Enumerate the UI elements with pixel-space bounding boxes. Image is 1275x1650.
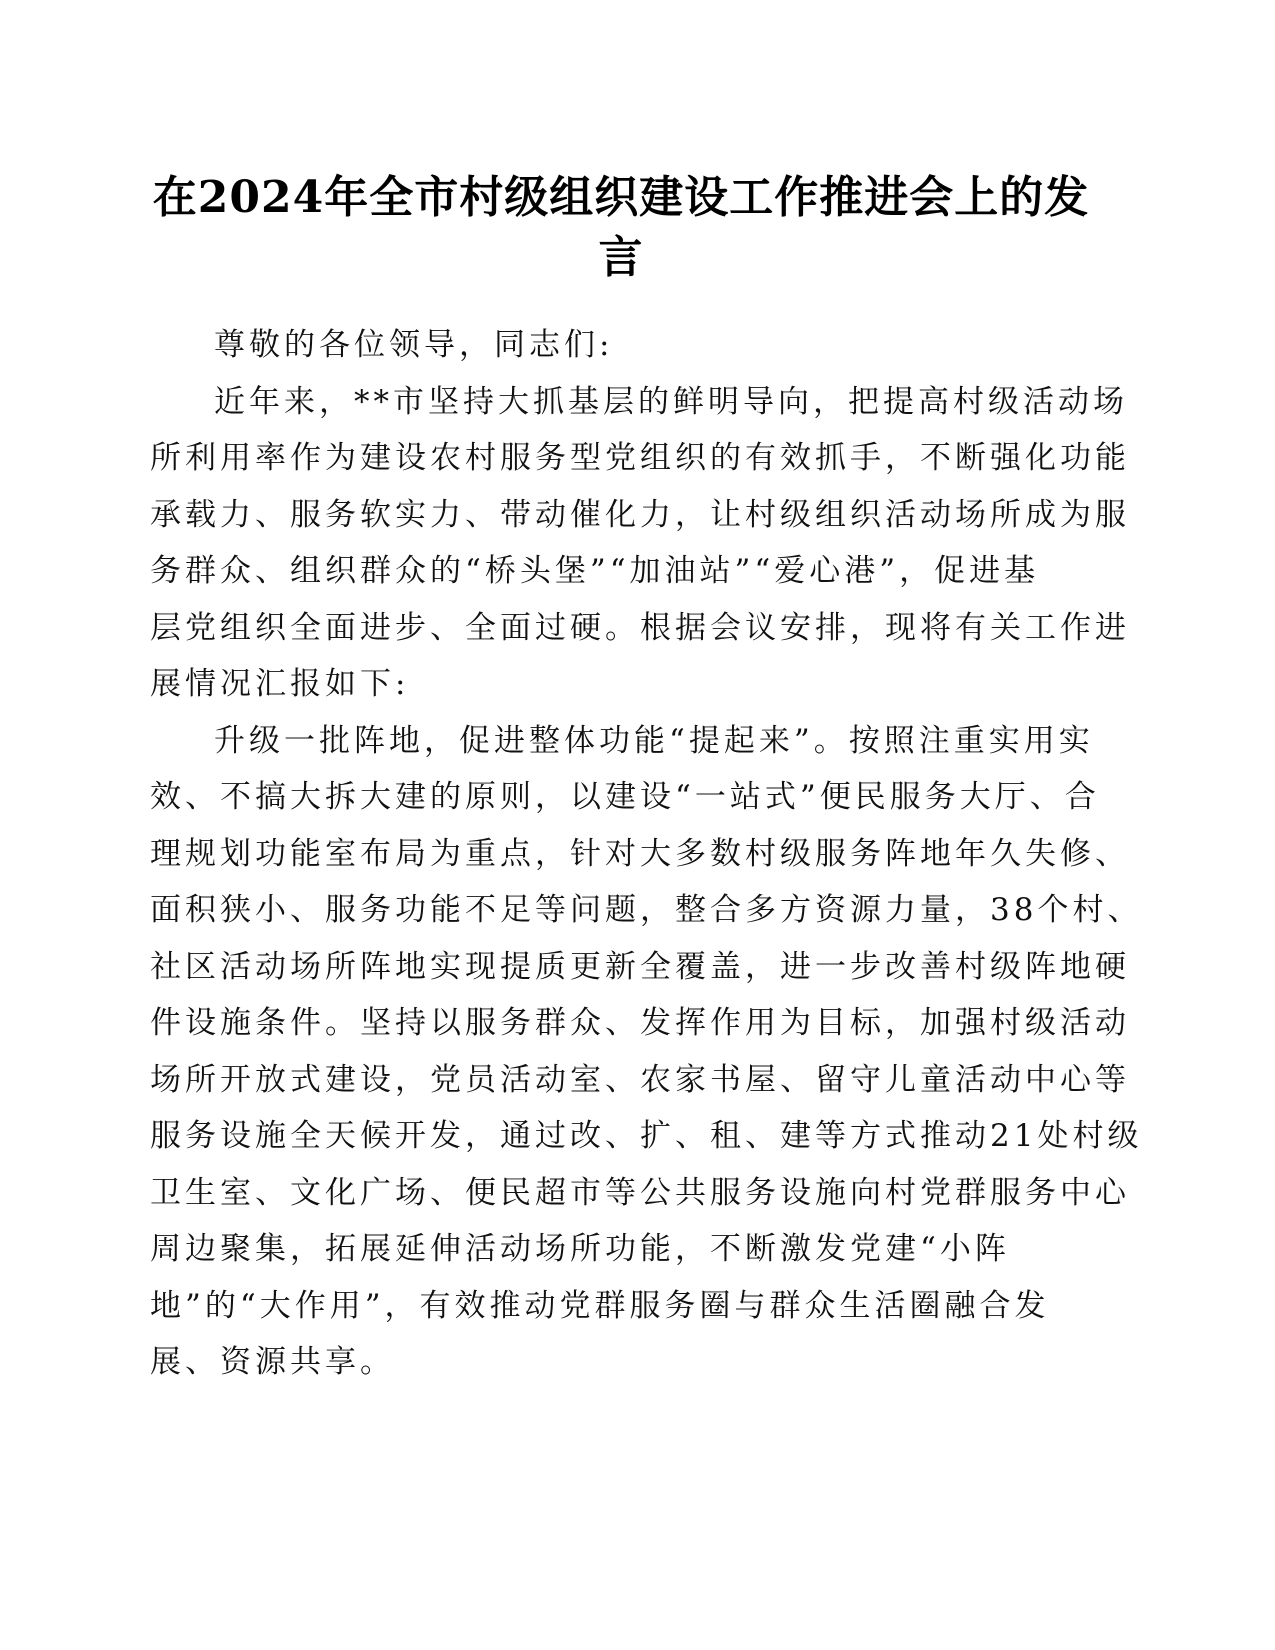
paragraph-line: 件设施条件。坚持以服务群众、发挥作用为目标，加强村级活动 [150,1005,1130,1041]
paragraph-line: 社区活动场所阵地实现提质更新全覆盖，进一步改善村级阵地硬 [150,948,1130,985]
paragraph-line: 展、资源共享。 [150,1344,395,1380]
paragraph-line: 近年来，**市坚持大抓基层的鲜明导向，把提高村级活动场 [214,383,1128,420]
document-title: 在2024年全市村级组织建设工作推进会上的发言 [152,172,1090,283]
paragraph-line: 展情况汇报如下: [150,666,410,702]
paragraph-line: 周边聚集，拓展延伸活动场所功能，不断激发党建“小阵 [150,1231,1010,1267]
document-body [150,317,1143,1391]
paragraph-line: 地”的“大作用”，有效推动党群服务圈与群众生活圈融合发 [150,1287,1050,1324]
paragraph-line: 所利用率作为建设农村服务型党组织的有效抓手，不断强化功能 [150,440,1130,476]
paragraph-line: 升级一批阵地，促进整体功能“提起来”。按照注重实用实 [214,722,1094,759]
paragraph-line: 场所开放式建设，党员活动室、农家书屋、留守儿童活动中心等 [150,1061,1130,1098]
paragraph-line: 服务设施全天候开发，通过改、扩、租、建等方式推动21处村级 [150,1118,1143,1154]
paragraph-line: 效、不搞大拆大建的原则，以建设“一站式”便民服务大厅、合 [150,779,1100,815]
paragraph-line: 面积狭小、服务功能不足等问题，整合多方资源力量，38个村、 [150,892,1143,928]
paragraph-line: 理规划功能室布局为重点，针对大多数村级服务阵地年久失修、 [150,835,1130,872]
paragraph-line: 承载力、服务软实力、带动催化力，让村级组织活动场所成为服 [150,496,1130,533]
paragraph-line: 务群众、组织群众的“桥头堡”“加油站”“爱心港”，促进基 [150,553,1040,589]
paragraph-line: 层党组织全面进步、全面过硬。根据会议安排，现将有关工作进 [150,609,1130,646]
salutation-line: 尊敬的各位领导，同志们: [214,327,614,363]
paragraph-line: 卫生室、文化广场、便民超市等公共服务设施向村党群服务中心 [150,1174,1130,1211]
